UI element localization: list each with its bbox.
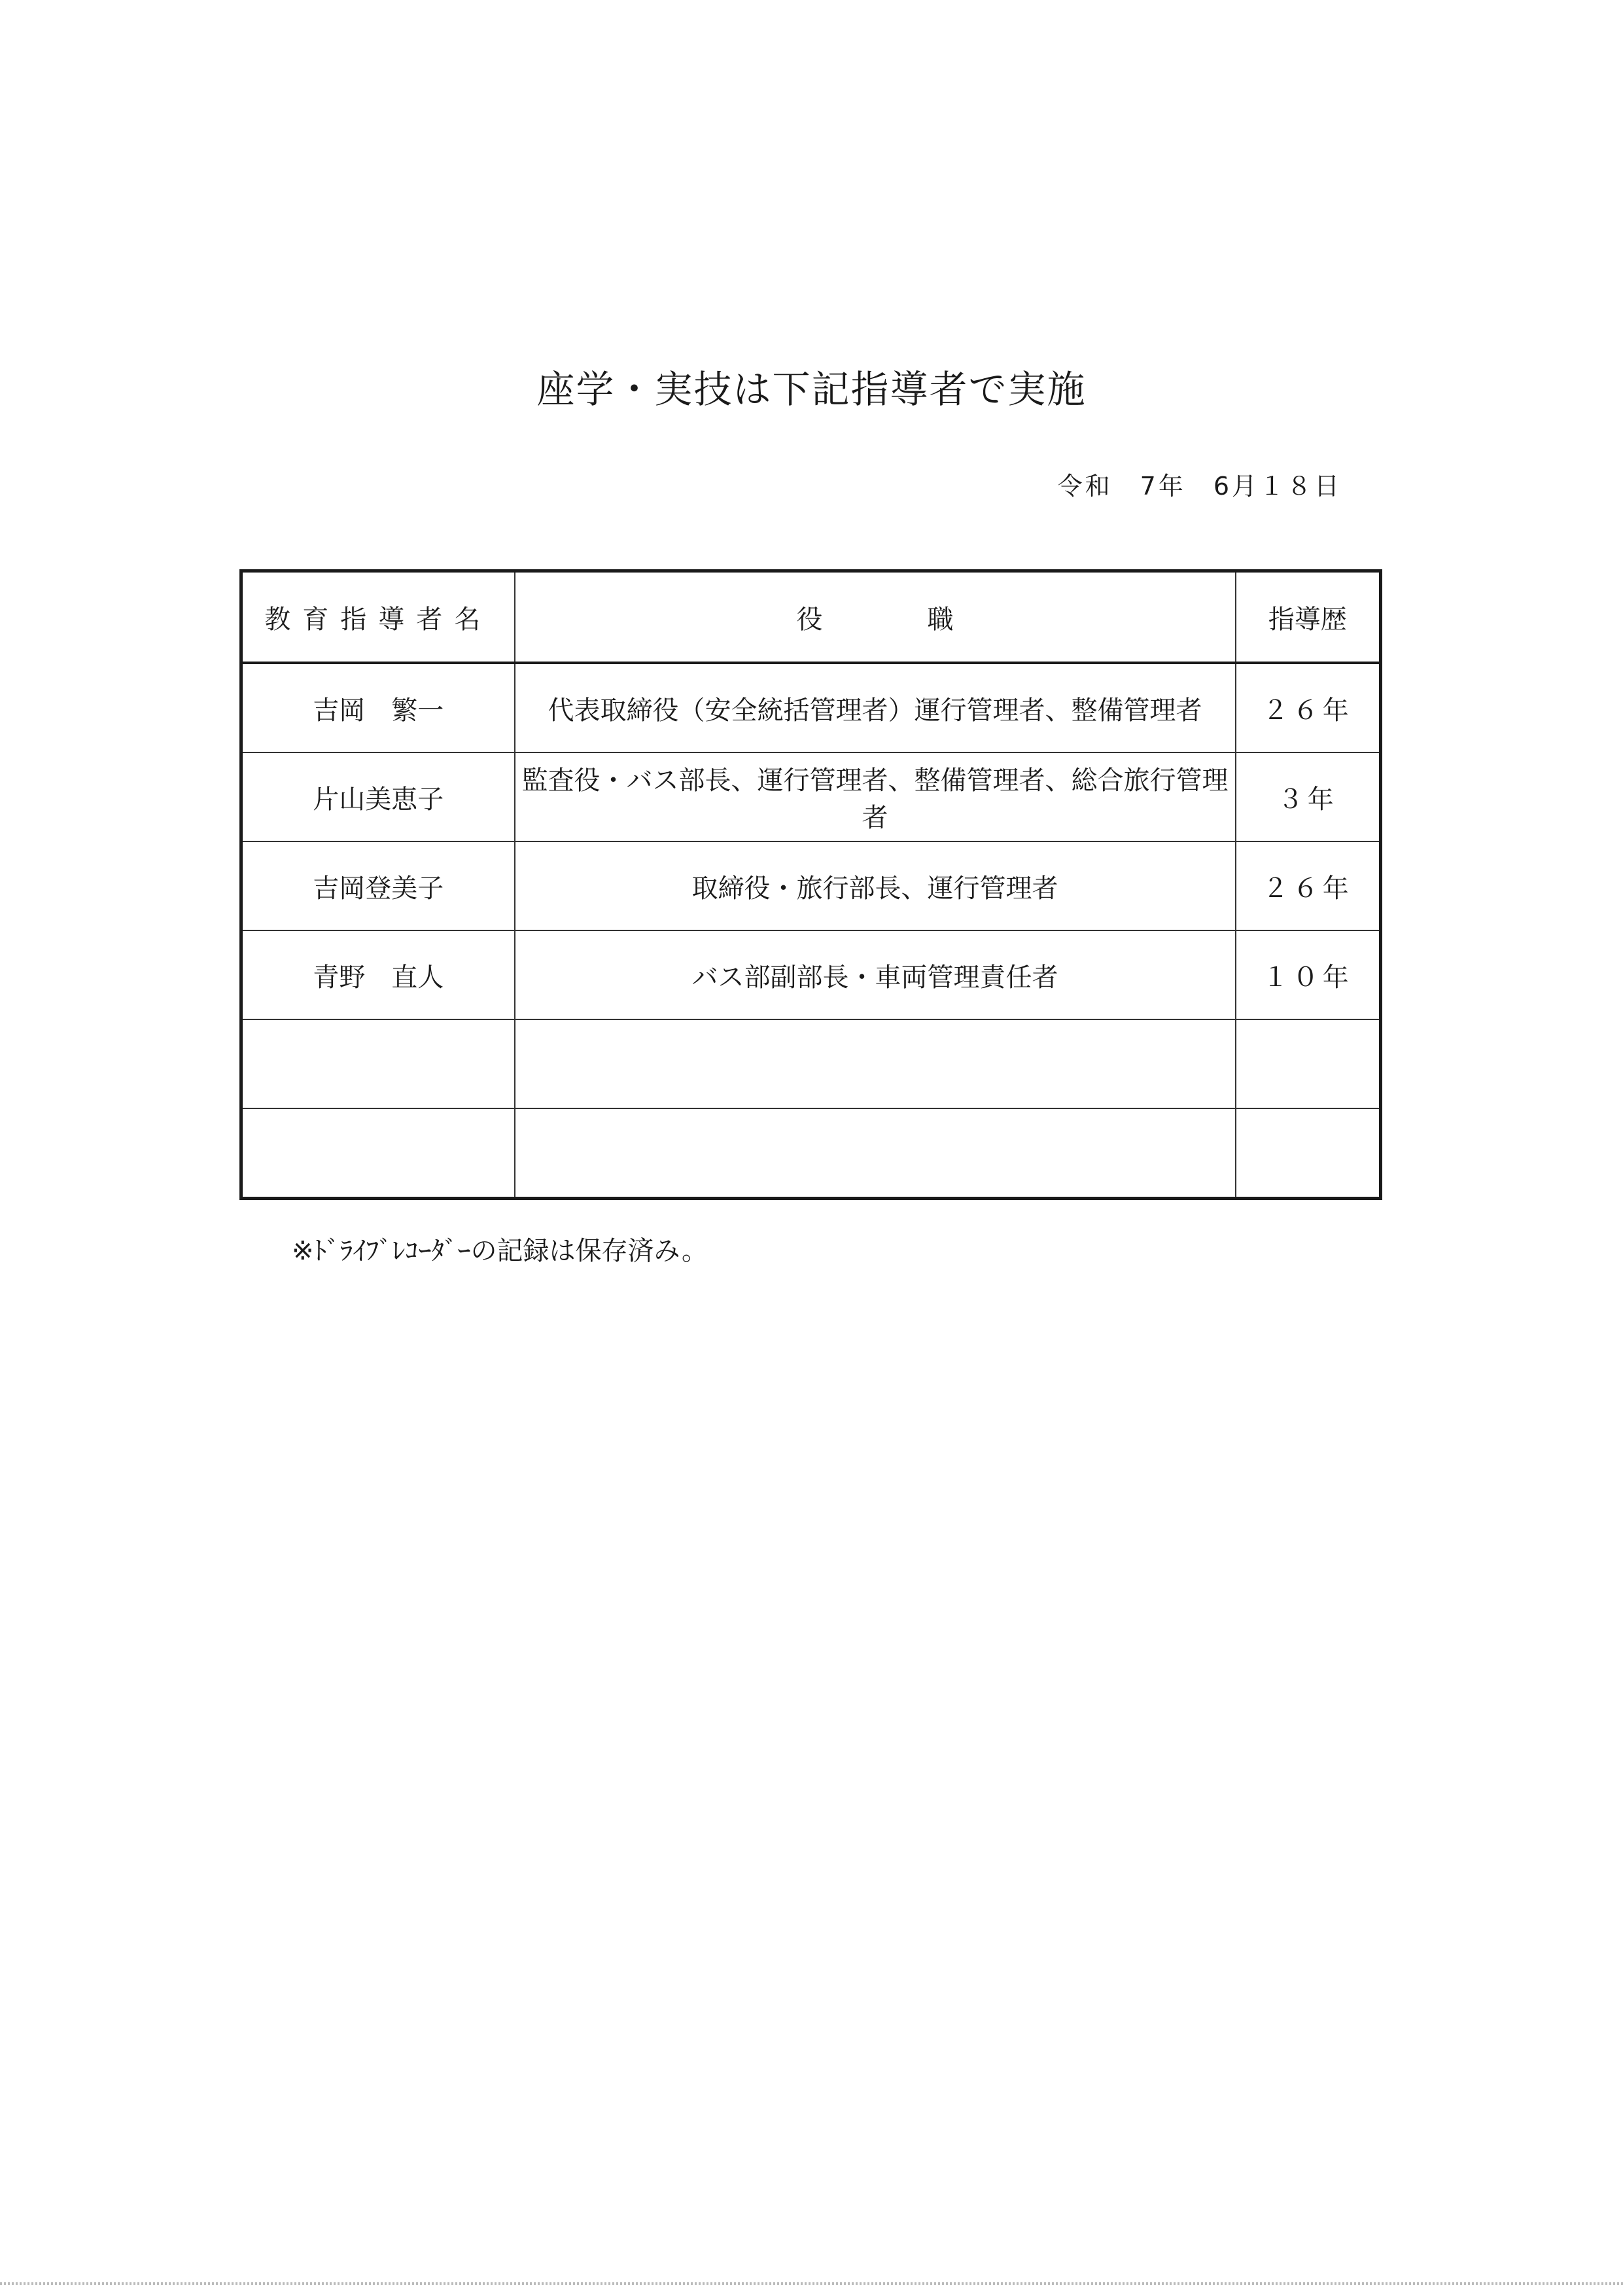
instructor-role: バス部副部長・車両管理責任者 (515, 930, 1236, 1019)
table-row (241, 663, 1381, 752)
instructor-role: 取締役・旅行部長、運行管理者 (515, 841, 1236, 930)
page-title: 座学・実技は下記指導者で実施 (536, 367, 1087, 412)
table-row (241, 841, 1381, 930)
instructor-role: 監査役・バス部長、運行管理者、整備管理者、総合旅行管理者 (515, 752, 1236, 841)
header-years: 指導歴 (1236, 571, 1381, 663)
table-row-empty (241, 1019, 1381, 1108)
instructor-name (241, 1108, 515, 1199)
header-instructor-name: 教育指導者名 (241, 571, 515, 663)
table-row (241, 752, 1381, 841)
instructor-name: 吉岡 繁一 (241, 663, 515, 752)
instructor-name: 片山美恵子 (241, 752, 515, 841)
table-row-empty (241, 1108, 1381, 1199)
instructor-years: ２６年 (1236, 841, 1381, 930)
instructor-years (1236, 1108, 1381, 1199)
instructor-years: ２６年 (1236, 663, 1381, 752)
instructor-name: 吉岡登美子 (241, 841, 515, 930)
scan-edge-divider (0, 2282, 1623, 2285)
footnote: ※ﾄﾞﾗｲﾌﾞﾚｺｰﾀﾞｰの記録は保存済み。 (292, 1236, 708, 1266)
instructor-years: １０年 (1236, 930, 1381, 1019)
instructor-role (515, 1019, 1236, 1108)
issue-date: 令和 7年 6月１８日 (1057, 472, 1342, 501)
header-role: 役 職 (515, 571, 1236, 663)
instructor-name (241, 1019, 515, 1108)
table-row (241, 930, 1381, 1019)
instructor-role: 代表取締役（安全統括管理者）運行管理者、整備管理者 (515, 663, 1236, 752)
instructor-name: 青野 直人 (241, 930, 515, 1019)
table-header-row (241, 571, 1381, 663)
instructor-role (515, 1108, 1236, 1199)
instructor-years: ３年 (1236, 752, 1381, 841)
instructor-table (239, 569, 1382, 1200)
instructor-years (1236, 1019, 1381, 1108)
